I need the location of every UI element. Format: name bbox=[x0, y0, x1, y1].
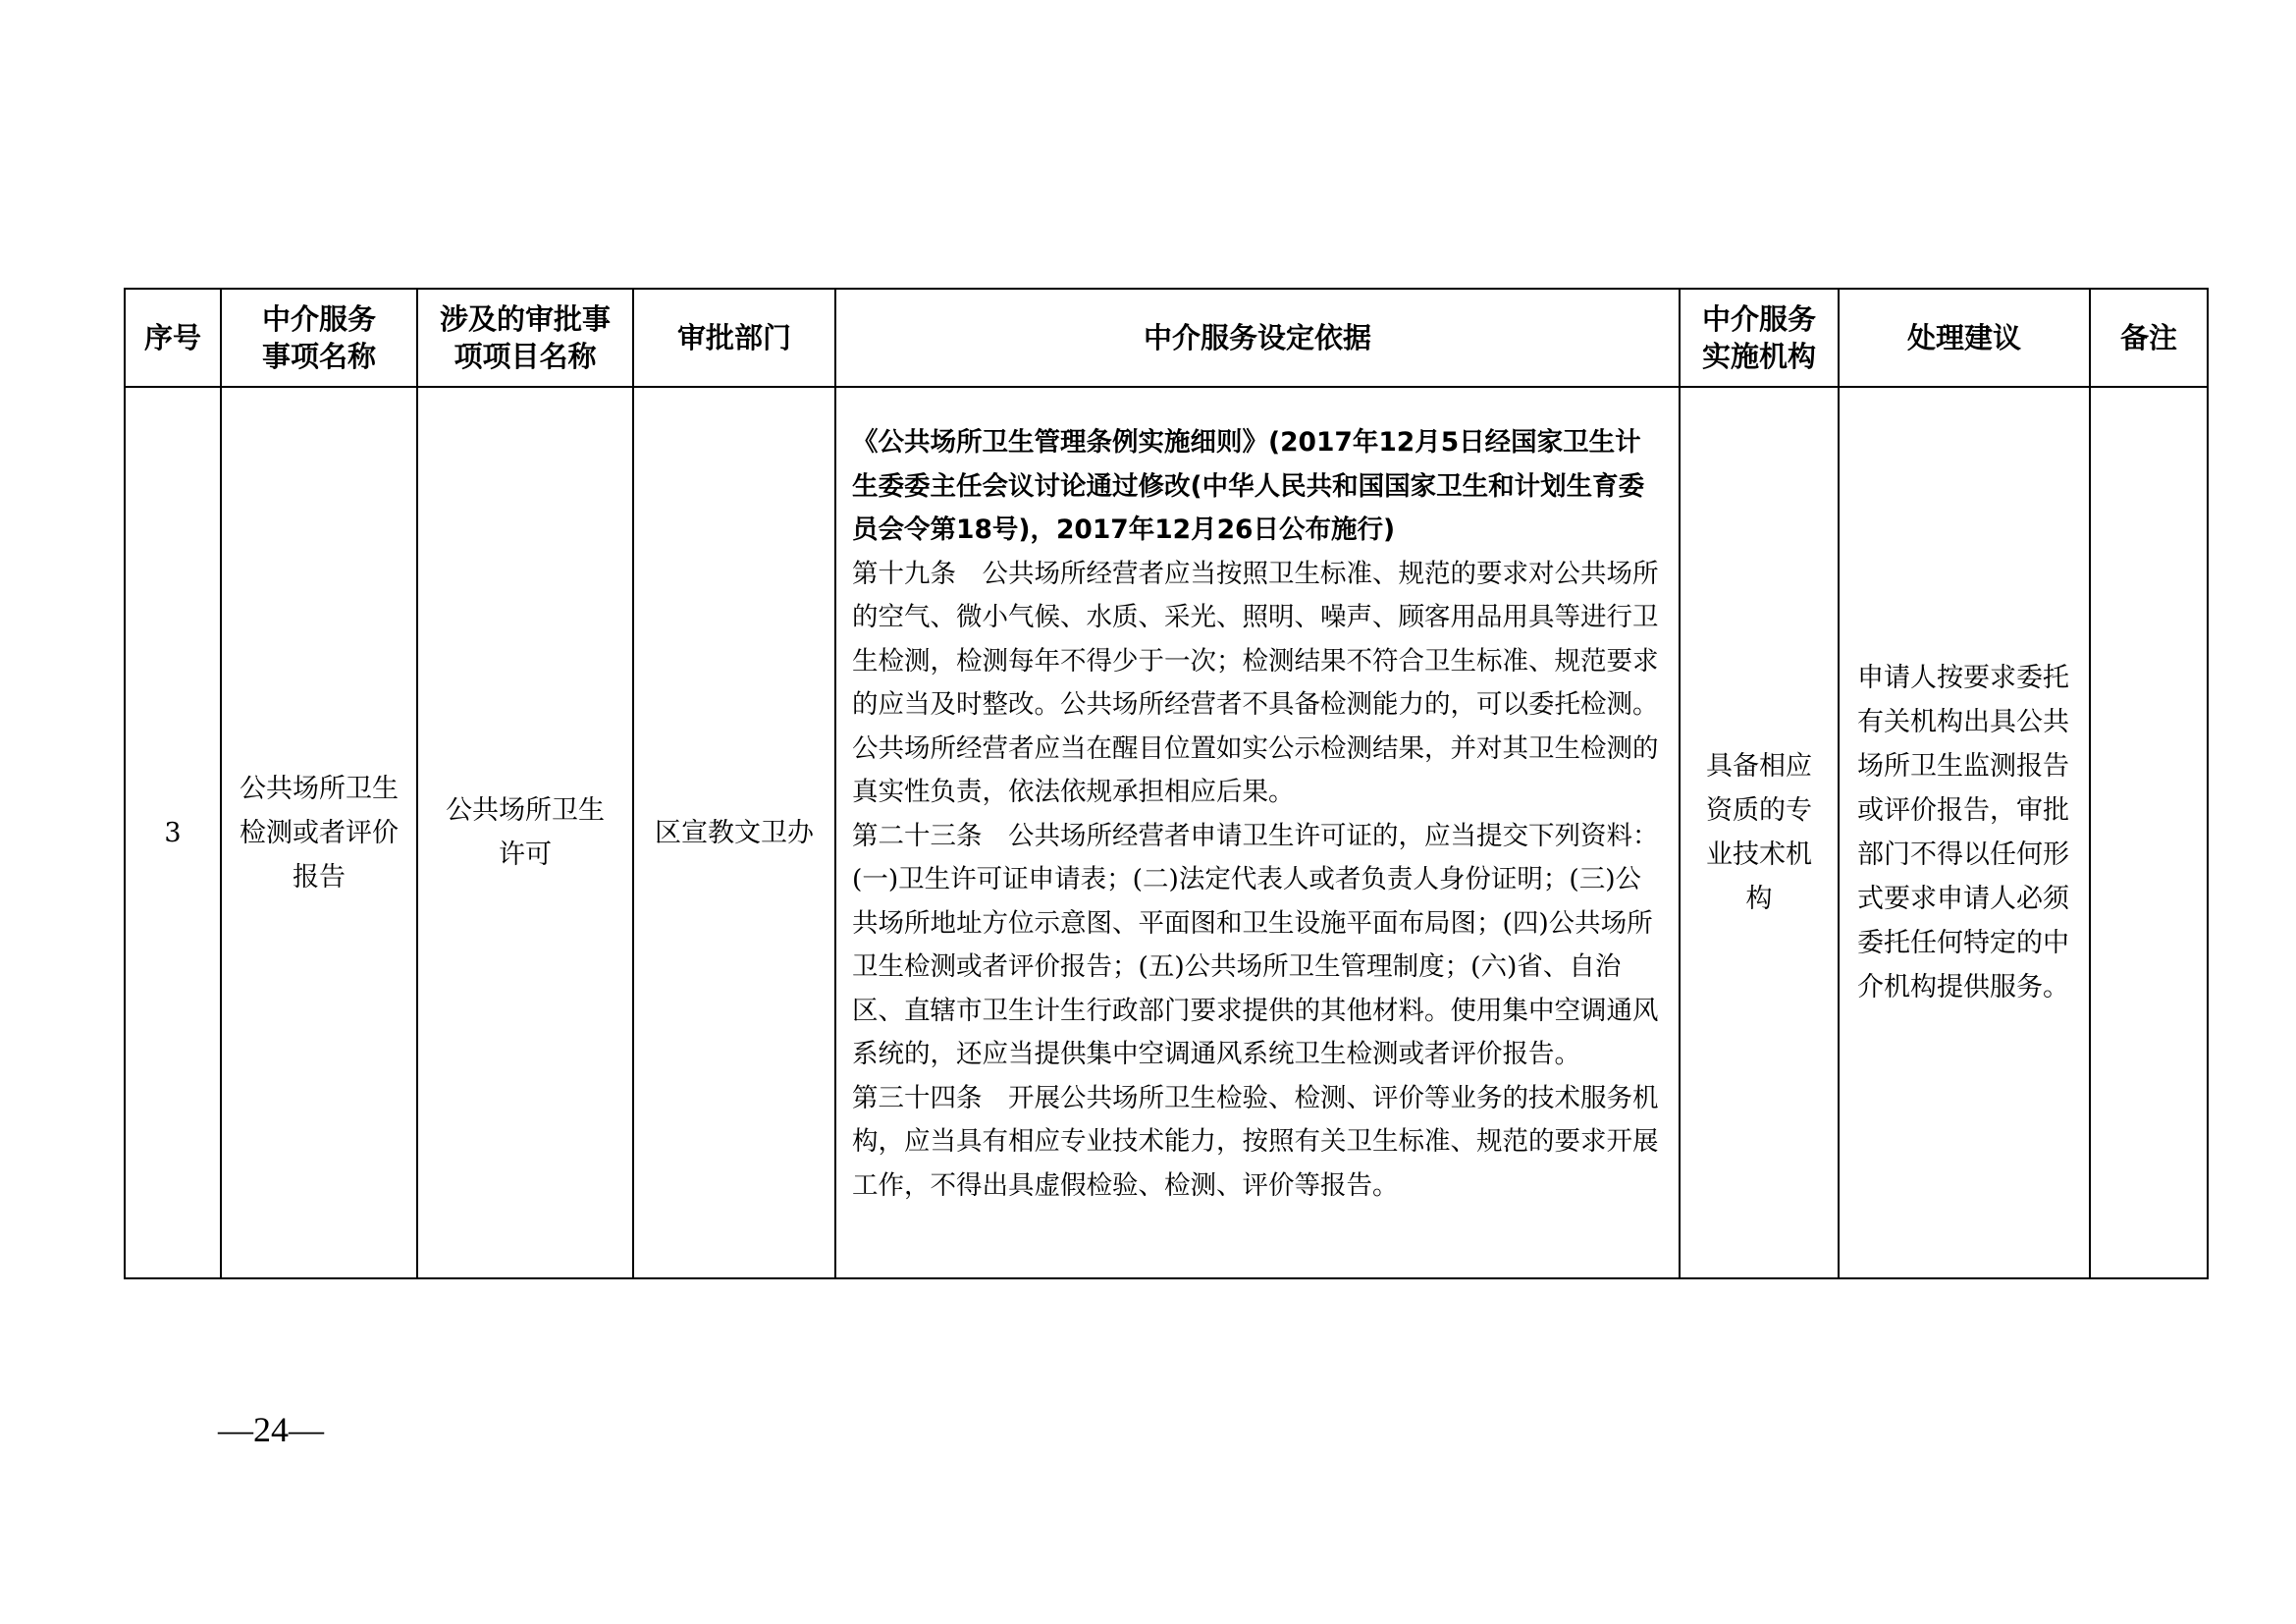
cell-agency: 具备相应 资质的专 业技术机 构 bbox=[1680, 387, 1839, 1278]
basis-article-19: 第十九条 公共场所经营者应当按照卫生标准、规范的要求对公共场所的空气、微小气候、水质、采光、照明、噪声、顾客用品用具等进行卫生检测，检测每年不得少于一次；检测结果不符合卫生标准、规范要求的应当及时整改。公共场所经营者不具备检测能力的，可以委托检测。公共场所经营者应当在醒目位置如实公示检测结果，并对其卫生检测的真实性负责，依法依规承担相应后果。 bbox=[852, 558, 1659, 807]
header-basis: 中介服务设定依据 bbox=[835, 289, 1680, 387]
cell-index: 3 bbox=[125, 387, 221, 1278]
basis-title: 《公共场所卫生管理条例实施细则》(2017年12月5日经国家卫生计生委委主任会议讨论通过修改(中华人民共和国国家卫生和计划生育委员会令第18号)，2017年12月26日公布施行) bbox=[852, 427, 1645, 545]
intermediary-service-table bbox=[124, 288, 2209, 1279]
cell-basis bbox=[835, 387, 1680, 1278]
header-approval-item: 涉及的审批事 项项目名称 bbox=[417, 289, 633, 387]
table-header-row bbox=[125, 289, 2208, 387]
header-remarks: 备注 bbox=[2090, 289, 2208, 387]
header-index: 序号 bbox=[125, 289, 221, 387]
header-agency: 中介服务 实施机构 bbox=[1680, 289, 1839, 387]
cell-approval-item: 公共场所卫生 许可 bbox=[417, 387, 633, 1278]
cell-suggestion: 申请人按要求委托有关机构出具公共场所卫生监测报告或评价报告，审批部门不得以任何形式要求申请人必须委托任何特定的中介机构提供服务。 bbox=[1839, 387, 2090, 1278]
cell-department: 区宣教文卫办 bbox=[633, 387, 835, 1278]
table-row bbox=[125, 387, 2208, 1278]
basis-article-34: 第三十四条 开展公共场所卫生检验、检测、评价等业务的技术服务机构，应当具有相应专业技术能力，按照有关卫生标准、规范的要求开展工作，不得出具虚假检验、检测、评价等报告。 bbox=[852, 1082, 1659, 1201]
page-number: —24— bbox=[218, 1410, 324, 1449]
cell-remarks bbox=[2090, 387, 2208, 1278]
basis-article-23: 第二十三条 公共场所经营者申请卫生许可证的，应当提交下列资料：(一)卫生许可证申请表；(二)法定代表人或者负责人身份证明；(三)公共场所地址方位示意图、平面图和卫生设施平面布局图；(四)公共场所卫生检测或者评价报告；(五)公共场所卫生管理制度；(六)省、自治区、直辖市卫生计生行政部门要求提供的其他材料。使用集中空调通风系统的，还应当提供集中空调通风系统卫生检测或者评价报告。 bbox=[852, 820, 1659, 1069]
header-suggestion: 处理建议 bbox=[1839, 289, 2090, 387]
cell-service-name: 公共场所卫生 检测或者评价 报告 bbox=[221, 387, 417, 1278]
header-department: 审批部门 bbox=[633, 289, 835, 387]
header-service-name: 中介服务 事项名称 bbox=[221, 289, 417, 387]
